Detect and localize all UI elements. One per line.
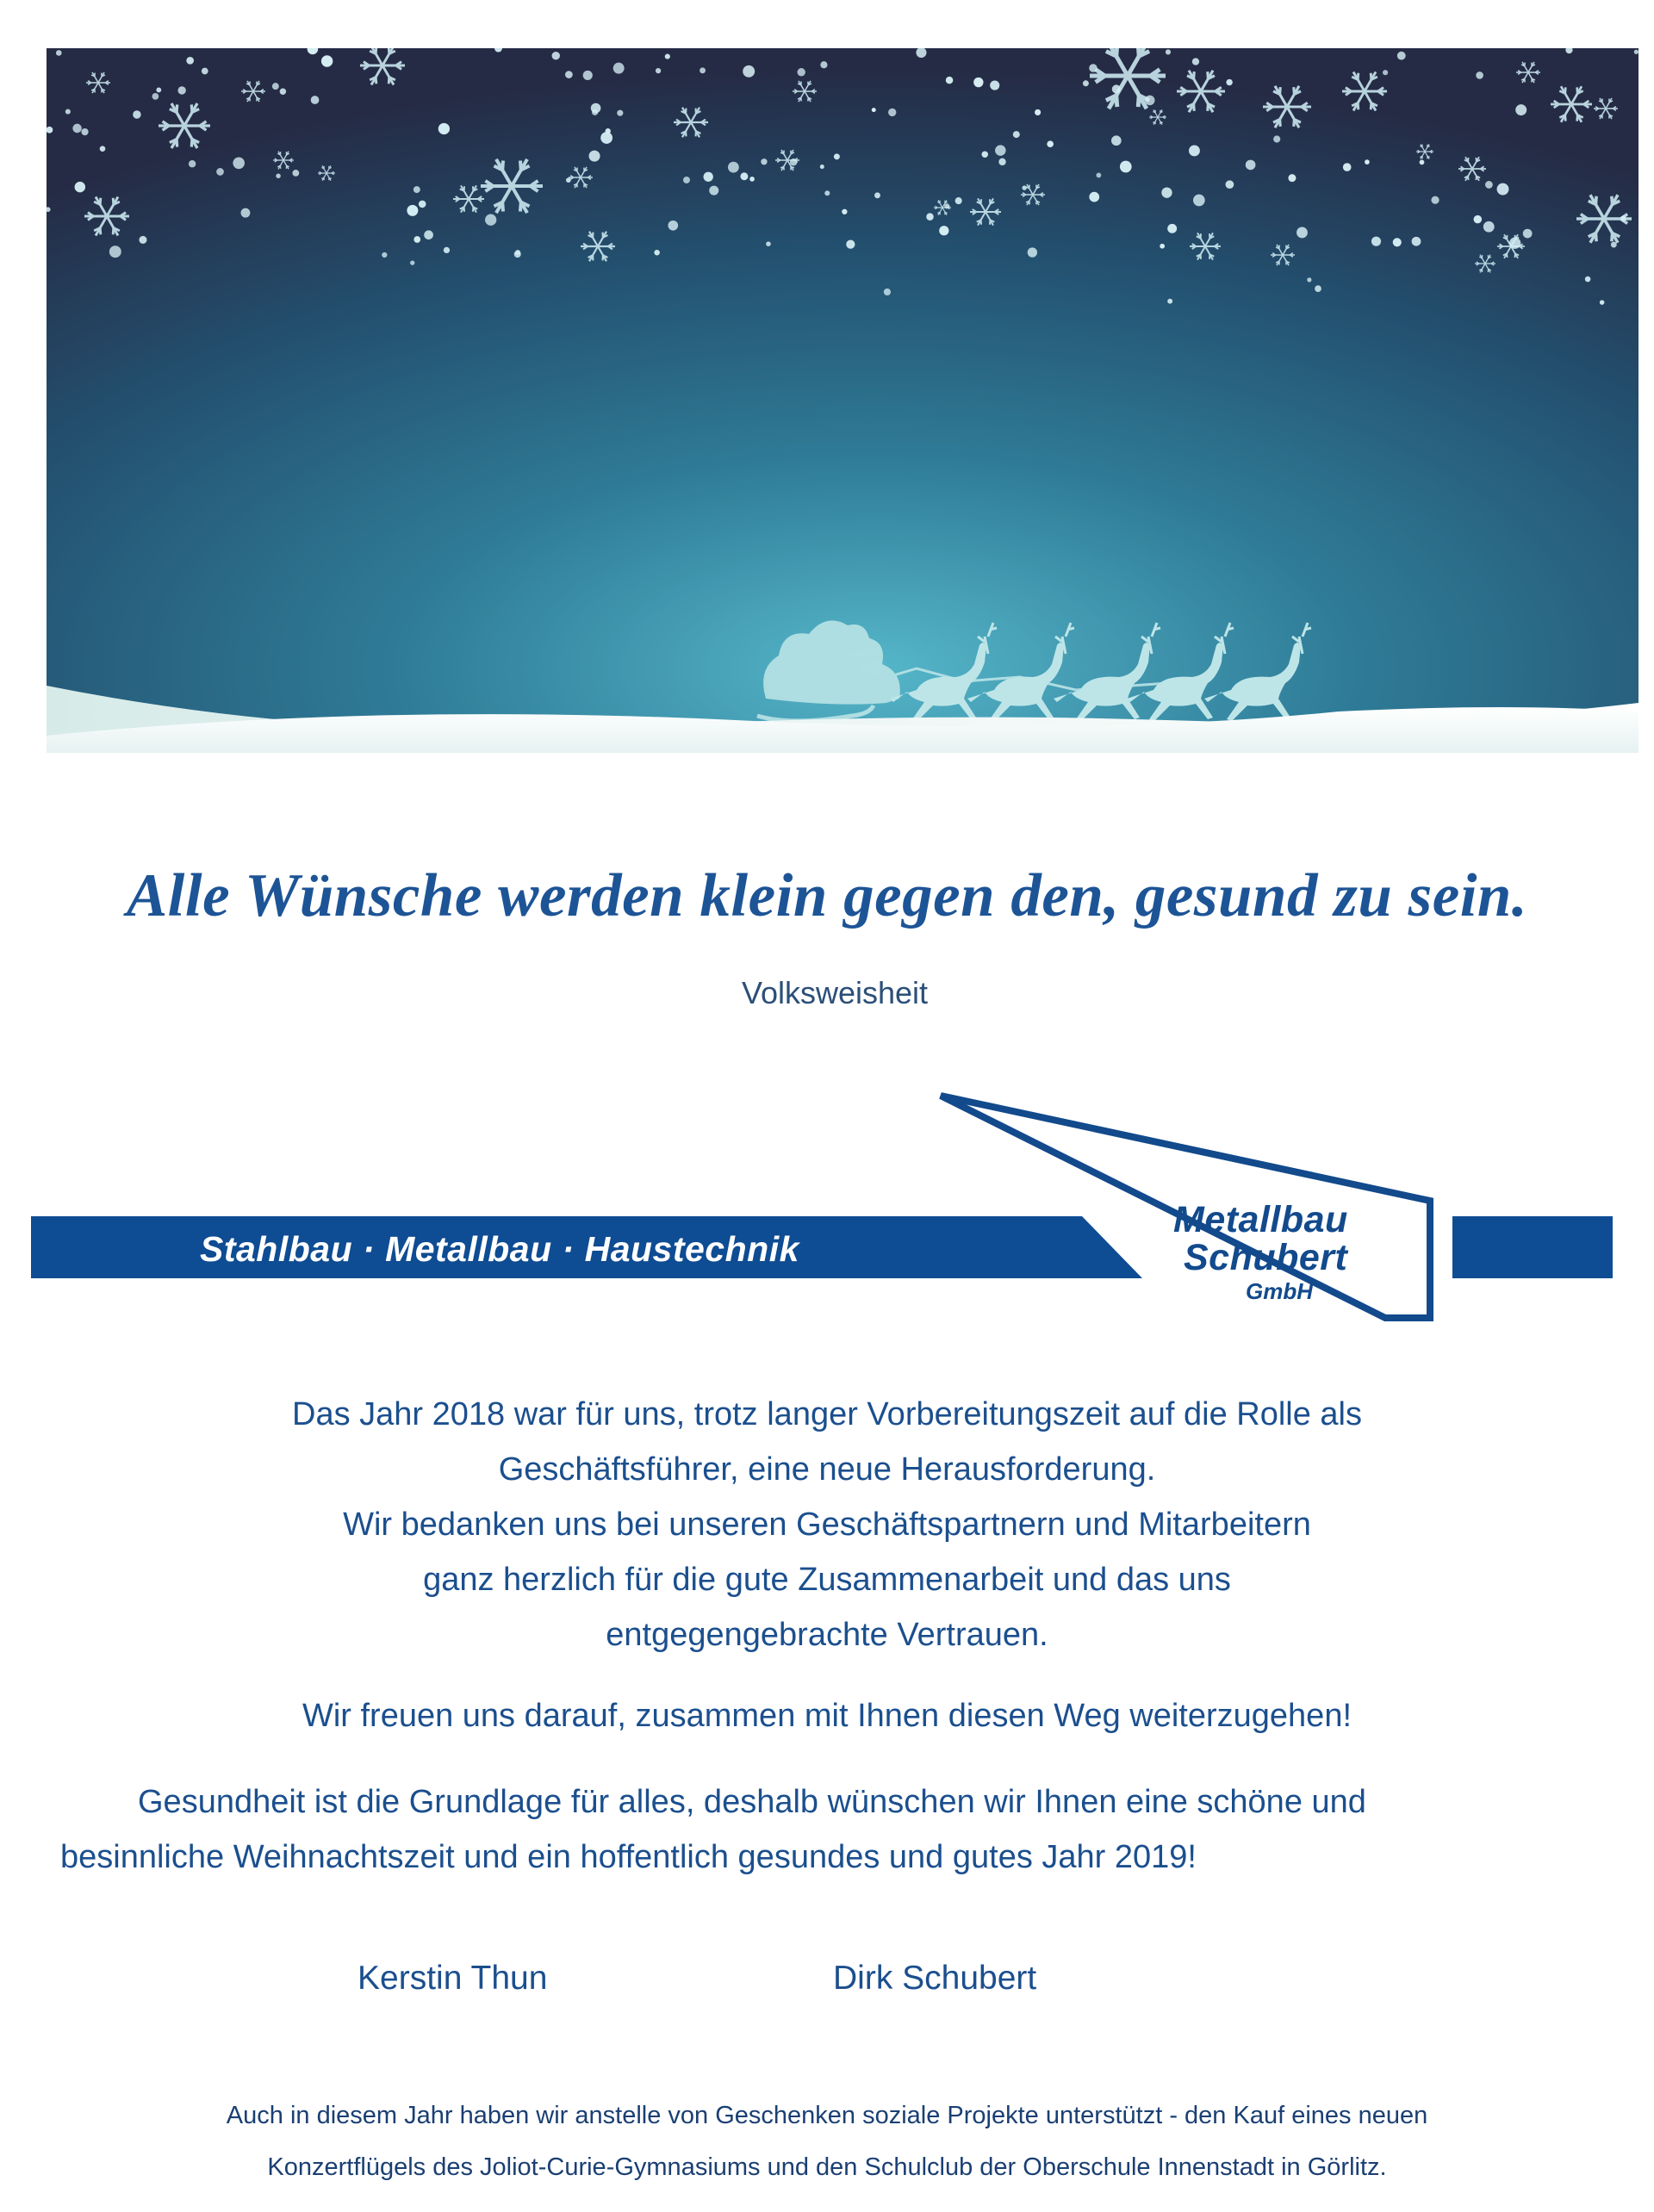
snow-dot [485,214,496,226]
snow-dot [1161,187,1172,197]
snow-dot [321,55,333,66]
snow-dot [1160,244,1165,249]
letter-line: Wir bedanken uns bei unseren Geschäftspartnern und Mitarbeitern [343,1507,1311,1543]
snow-dot [592,109,598,115]
snow-dot [1288,174,1296,182]
snow-dot [552,52,560,59]
snow-dot [1111,135,1122,146]
snow-dot [1022,185,1026,190]
winter-banner-illustration [47,48,1638,753]
snow-dot [186,57,194,65]
snow-dot [189,160,196,167]
snow-dot [1307,277,1311,282]
snow-dot [583,71,593,80]
snow-dot [1397,52,1406,60]
snow-dot [888,109,896,116]
snow-dot [311,96,320,104]
letter-paragraph-1 [198,1387,1456,1662]
snow-dot [1166,49,1171,54]
snow-dot [1343,163,1352,171]
snow-dot [654,250,660,256]
snow-dot [1192,58,1199,65]
snow-dot [1096,172,1101,177]
snow-dot [1167,224,1177,233]
letter-line: Das Jahr 2018 war für uns, trotz langer Vorbereitungszeit auf die Rolle als [292,1396,1362,1432]
snow-dot [955,197,962,204]
snow-dot [1089,64,1097,71]
snow-dot [1028,247,1037,257]
snow-dot [944,203,949,208]
snow-dot [981,151,988,158]
motto-source: Volksweisheit [741,975,929,1010]
snow-dot [1497,183,1509,196]
snow-dot [410,260,414,264]
snow-dot [1515,104,1527,115]
snow-dot [1273,135,1280,142]
snow-dot [1523,229,1533,239]
snow-dot [75,182,85,192]
snow-dot [1483,221,1495,233]
snow-dot [1365,159,1370,165]
snow-dot [884,289,891,295]
snow-dot [613,63,625,74]
snow-dot [1509,237,1520,248]
snow-dot [1485,181,1493,189]
snow-dot [1476,71,1483,79]
snow-dot [72,124,82,134]
snow-dot [874,192,880,198]
snow-dot [276,173,280,177]
snow-dot [1383,70,1388,75]
snow-dot [824,190,830,196]
snow-dot [1083,80,1089,86]
letter-line: Geschäftsführer, eine neue Herausforderung. [498,1451,1156,1488]
snow-dot [1089,192,1099,202]
snow-dot [842,209,847,214]
snow-dot [1634,50,1638,54]
snow-dot [797,68,805,76]
snow-dot [790,158,797,165]
snow-dot [152,93,159,100]
snow-dot [1315,285,1321,292]
signature-name-2: Dirk Schubert [833,1960,1037,1997]
snow-dot [1611,242,1617,248]
snow-dot [109,245,121,258]
snow-dot [56,50,62,56]
snow-dot [656,68,661,73]
company-tagline: Stahlbau · Metallbau · Haustechnik [200,1229,799,1269]
logo-wordmark-line3: GmbH [1246,1278,1313,1304]
snow-dot [665,54,670,59]
snow-dot [728,162,739,173]
snow-dot [990,80,999,90]
motto-quote: Alle Wünsche werden klein gegen den, gesund zu sein. [126,862,1528,929]
snow-dot [1296,227,1308,239]
snow-dot [1585,276,1591,283]
snow-dot [1246,160,1256,171]
snow-dot [414,186,420,193]
snow-dot [743,65,755,78]
snow-dot [438,123,450,134]
snow-dot [872,108,876,112]
letter-paragraph-2: Wir freuen uns darauf, zusammen mit Ihnen diesen Weg weiterzugehen! [302,1698,1352,1734]
snow-dot [444,247,450,253]
snow-dot [1474,215,1482,223]
snow-dot [177,86,185,94]
snow-dot [820,61,827,68]
snow-dot [1393,238,1402,246]
snow-dot [704,172,713,182]
snow-dot [407,205,418,216]
snow-dot [1013,131,1020,138]
snow-dot [1193,195,1205,207]
snow-dot [100,146,106,152]
snow-dot [995,145,1005,155]
snow-dot [65,109,71,115]
snow-dot [1226,180,1234,189]
snow-dot [998,158,1005,165]
snow-dot [926,213,934,221]
snow-dot [139,236,146,244]
snow-dot [846,239,855,248]
snow-dot [761,158,767,165]
snow-dot [81,128,88,135]
snow-dot [156,88,161,93]
snow-dot [233,157,245,169]
snow-dot [419,201,426,208]
snow-dot [1167,299,1172,304]
snow-dot [1035,109,1041,115]
snow-dot [820,165,824,169]
logo-wordmark-line2: Schubert [1184,1237,1348,1278]
snow-dot [600,132,612,144]
snow-dot [280,88,286,94]
snow-dot [1226,79,1232,85]
snow-dot [566,177,571,183]
snow-dot [766,241,771,246]
winter-scene-image [47,48,1638,753]
snow-dot [216,168,224,176]
letter-line: ganz herzlich für die gute Zusammenarbeit und das uns [423,1562,1231,1598]
snow-dot [424,230,433,239]
snow-dot [617,110,623,116]
snow-dot [973,78,983,87]
snow-dot [1431,196,1439,204]
snow-dot [939,226,948,235]
snow-dot [1112,84,1121,93]
snow-dot [740,172,748,180]
footnote-line-2: Konzertflügels des Joliot-Curie-Gymnasiums und den Schulclub der Oberschule Innenstadt in Görlitz. [267,2153,1387,2181]
letter-line: entgegengebrachte Vertrauen. [606,1617,1048,1653]
snow-dot [683,177,690,183]
snow-dot [514,251,521,258]
snow-dot [1047,140,1054,147]
snow-dot [272,83,279,90]
snow-dot [946,77,954,84]
snow-dot [1412,237,1421,246]
logo-wordmark-line1: Metallbau [1173,1199,1348,1240]
snow-dot [1371,237,1381,246]
snow-dot [382,252,387,258]
letter-line: besinnliche Weihnachtszeit und ein hoffentlich gesundes und gutes Jahr 2019! [60,1839,1197,1875]
snow-dot [202,68,208,75]
signature-name-1: Kerstin Thun [358,1960,548,1997]
letter-line: Gesundheit ist die Grundlage für alles, deshalb wünschen wir Ihnen eine schöne und [138,1784,1366,1820]
snow-dot [1600,300,1605,305]
snow-dot [749,177,755,182]
snow-dot [834,153,840,159]
snow-dot [292,170,299,177]
snow-dot [1120,161,1132,173]
letter-paragraph-3 [60,1774,1576,1885]
snow-dot [1189,146,1200,157]
snow-dot [133,110,140,118]
snow-dot [1420,159,1425,165]
snow-dot [668,221,678,231]
company-band-right [1452,1216,1613,1278]
snow-dot [241,208,251,218]
snow-dot [709,186,718,196]
footnote-line-1: Auch in diesem Jahr haben wir anstelle von Geschenken soziale Projekte unterstützt - den Kauf eines neuen [226,2102,1428,2129]
snow-dot [1620,215,1626,221]
snow-dot [565,71,573,78]
snow-dot [1145,96,1155,106]
snow-dot [589,151,600,162]
snow-dot [414,236,420,243]
snow-dot [700,67,706,73]
